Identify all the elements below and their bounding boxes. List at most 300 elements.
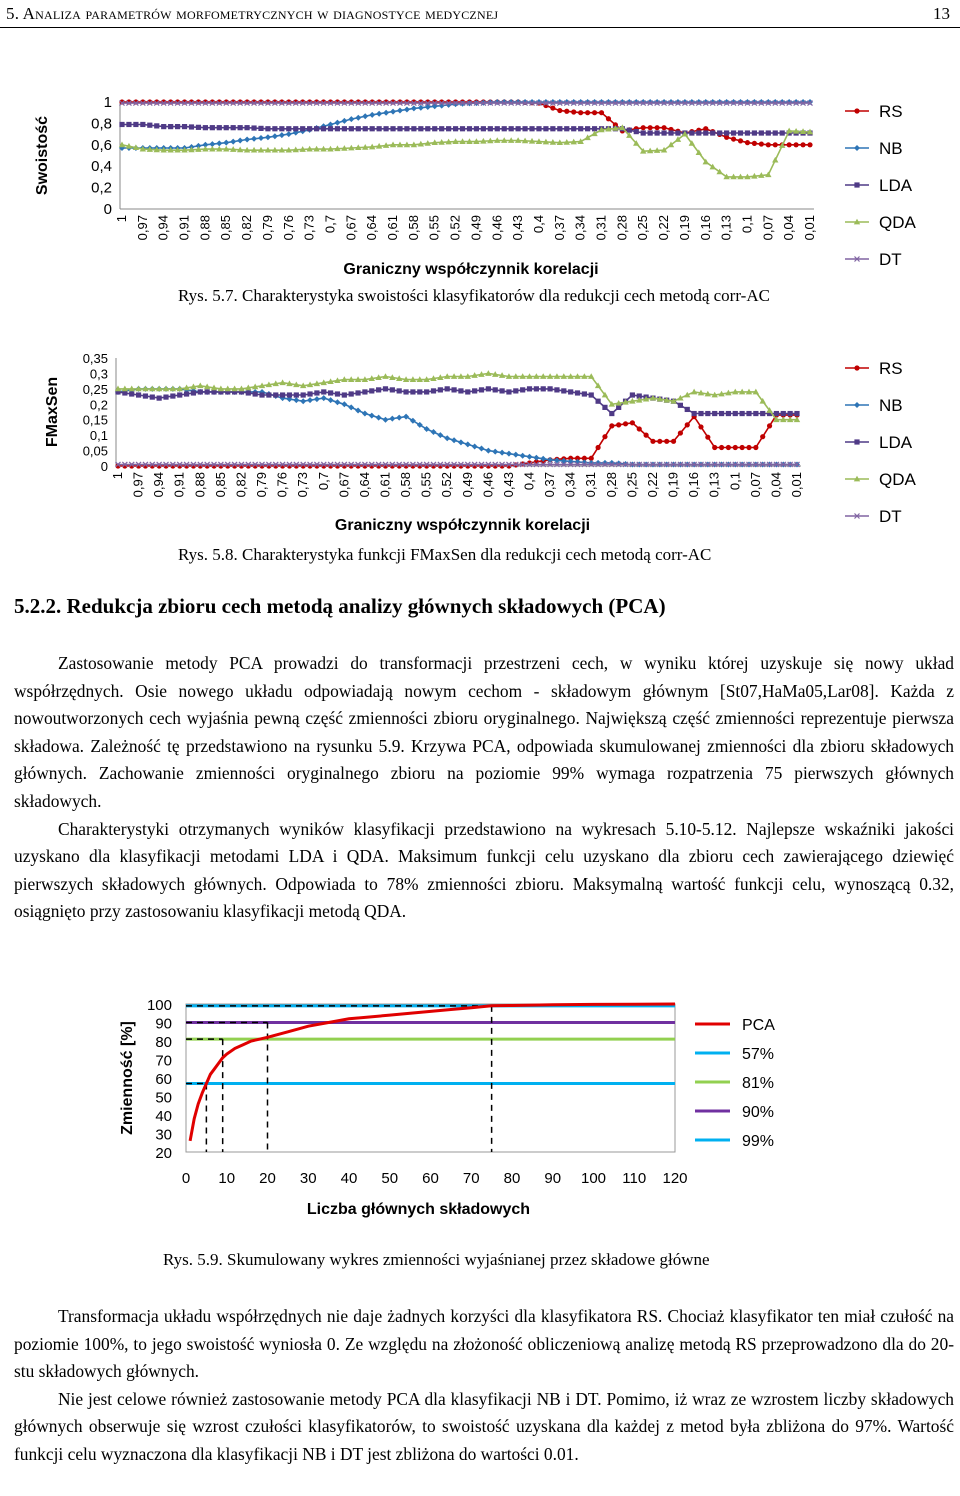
marker-lda	[675, 130, 680, 135]
marker-lda	[571, 126, 576, 131]
marker-rs	[787, 142, 792, 147]
marker-nb	[341, 401, 347, 407]
marker-lda	[362, 389, 367, 394]
marker-lda	[495, 126, 500, 131]
x-tick-label: 0,19	[676, 215, 692, 241]
marker-lda	[516, 126, 521, 131]
marker-nb	[527, 454, 533, 460]
marker-lda	[738, 130, 743, 135]
marker-lda	[854, 439, 859, 444]
paragraph: Nie jest celowe również zastosowanie metody PCA dla klasyfikacji NB i DT. Pomimo, iż wraz ze wzrostem liczby składowych głównych obserwuje się wzrost czułości klasyfikatorów, to swoistość uzyskana dla każdej z metod była zbliżona do 97%. Wartość funkcji celu wyznaczona dla klasyfikacji NB i DT jest zbliżona do wartości 0.01.	[14, 1388, 954, 1464]
legend-item-dt	[845, 507, 902, 526]
x-tick-label: 0,34	[572, 215, 588, 241]
marker-lda	[126, 122, 131, 127]
x-tick-label: 0,73	[295, 472, 311, 498]
marker-lda	[294, 392, 299, 397]
marker-lda	[301, 392, 306, 397]
specificity-chart	[0, 80, 960, 300]
marker-nb	[465, 441, 471, 447]
marker-lda	[154, 123, 159, 128]
marker-nb	[619, 99, 625, 105]
marker-rs	[740, 445, 745, 450]
legend-item-lda	[845, 433, 913, 452]
marker-rs	[712, 445, 717, 450]
legend-label: LDA	[879, 176, 913, 195]
marker-lda	[133, 122, 138, 127]
marker-qda	[197, 382, 203, 388]
marker-lda	[726, 411, 731, 416]
x-tick-label: 100	[580, 1170, 607, 1187]
y-tick-label: 50	[155, 1089, 172, 1107]
marker-lda	[527, 386, 532, 391]
x-tick-label: 0,04	[768, 472, 784, 498]
x-tick-label: 0,52	[439, 472, 455, 498]
x-tick-label: 0,49	[468, 215, 484, 241]
y-tick-label: 0,2	[91, 179, 112, 197]
marker-lda	[404, 126, 409, 131]
x-tick-label: 0,82	[233, 472, 249, 498]
marker-rs	[753, 445, 758, 450]
paragraph: Zastosowanie metody PCA prowadzi do transformacji przestrzeni cech, w wyniku której uzyskuje się nowy układ współrzędnych. Osie nowego układu odpowiadają nowym cechom - składowym głównym [St07,HaMa05,Lar08]. Każda z nowoutworzonych cech wyjaśnia pewną część zmienności zbioru oryginalnego. Największą część zmienności reprezentuje pierwsza składowa. Zależność tę przedstawiono na rysunku 5.9. Krzywa PCA, odpowiada skumulowanej zmienności dla zbioru składowych głównych. Zachowanie zmienności oryginalnego zbioru na poziomie 99% wymaga rozpatrzenia 75 pierwszych głównych składowych.	[14, 653, 954, 811]
marker-lda	[418, 126, 423, 131]
x-tick-label: 0,1	[739, 215, 755, 234]
marker-lda	[445, 386, 450, 391]
marker-lda	[273, 392, 278, 397]
x-tick-label: 0,67	[343, 215, 359, 241]
marker-nb	[654, 99, 660, 105]
x-tick-label: 0,88	[192, 472, 208, 498]
x-tick-label: 0,04	[781, 215, 797, 241]
x-tick-label: 0,55	[418, 472, 434, 498]
marker-lda	[356, 126, 361, 131]
marker-nb	[605, 99, 611, 105]
marker-nb	[854, 402, 860, 408]
legend-label: NB	[879, 396, 903, 415]
y-tick-label: 0,2	[89, 397, 108, 413]
marker-lda	[753, 411, 758, 416]
marker-nb	[744, 99, 750, 105]
marker-rs	[726, 445, 731, 450]
legend-item-57pct	[695, 1046, 774, 1063]
marker-lda	[668, 130, 673, 135]
x-axis-title: Liczba głównych składowych	[306, 1201, 531, 1218]
marker-nb	[513, 452, 519, 458]
x-tick-label: 0,91	[176, 215, 192, 241]
y-tick-label: 0	[100, 459, 108, 474]
marker-lda	[397, 388, 402, 393]
page-number: 13	[933, 4, 950, 23]
marker-rs	[733, 445, 738, 450]
legend-label: QDA	[879, 470, 916, 489]
marker-nb	[444, 435, 450, 441]
marker-lda	[596, 399, 601, 404]
x-tick-label: 0,13	[718, 215, 734, 241]
x-tick-label: 0,85	[218, 215, 234, 241]
marker-nb	[703, 99, 709, 105]
marker-lda	[692, 411, 697, 416]
marker-lda	[520, 387, 525, 392]
marker-lda	[550, 126, 555, 131]
marker-nb	[807, 99, 813, 105]
marker-lda	[355, 390, 360, 395]
marker-nb	[334, 120, 340, 126]
y-tick-label: 100	[146, 997, 172, 1014]
marker-lda	[377, 126, 382, 131]
x-tick-label: 0,82	[239, 215, 255, 241]
marker-nb	[793, 99, 799, 105]
marker-rs	[759, 141, 764, 146]
marker-nb	[396, 415, 402, 421]
marker-nb	[376, 111, 382, 117]
marker-lda	[432, 126, 437, 131]
x-tick-label: 0,97	[134, 215, 150, 241]
y-tick-label: 70	[155, 1052, 172, 1070]
x-tick-label: 0,79	[259, 215, 275, 241]
marker-lda	[150, 394, 155, 399]
marker-nb	[397, 108, 403, 114]
marker-nb	[682, 99, 688, 105]
marker-lda	[717, 130, 722, 135]
marker-rs	[671, 439, 676, 444]
marker-nb	[564, 99, 570, 105]
x-tick-label: 0,7	[315, 472, 331, 491]
marker-lda	[383, 386, 388, 391]
marker-lda	[287, 392, 292, 397]
x-tick-label: 0,1	[727, 472, 743, 491]
marker-lda	[746, 411, 751, 416]
marker-lda	[582, 391, 587, 396]
x-tick-label: 0,76	[280, 215, 296, 241]
series-lda	[119, 122, 812, 136]
x-tick-label: 0,91	[171, 472, 187, 498]
marker-lda	[602, 405, 607, 410]
legend-item-rs	[845, 102, 903, 121]
y-tick-label: 40	[155, 1108, 172, 1125]
marker-lda	[547, 386, 552, 391]
marker-nb	[578, 99, 584, 105]
legend-item-dt	[845, 250, 902, 269]
marker-lda	[745, 130, 750, 135]
marker-rs	[752, 141, 757, 146]
x-tick-label: 10	[218, 1170, 236, 1187]
marker-rs	[609, 423, 614, 428]
marker-lda	[163, 394, 168, 399]
legend-label: LDA	[879, 433, 913, 452]
y-tick-label: 0,25	[82, 381, 108, 397]
marker-nb	[508, 99, 514, 105]
x-tick-label: 0,61	[385, 215, 401, 241]
x-tick-label: 0,94	[151, 472, 167, 498]
marker-lda	[286, 126, 291, 131]
marker-rs	[616, 422, 621, 427]
x-tick-label: 40	[340, 1170, 358, 1187]
marker-lda	[794, 411, 799, 416]
marker-nb	[492, 449, 498, 455]
y-tick-label: 1	[103, 94, 112, 111]
marker-lda	[458, 388, 463, 393]
marker-nb	[626, 99, 632, 105]
marker-lda	[168, 124, 173, 129]
x-tick-label: 0,4	[521, 472, 537, 491]
marker-rs	[648, 125, 653, 130]
marker-lda	[349, 126, 354, 131]
marker-lda	[731, 130, 736, 135]
legend-label: RS	[879, 102, 903, 121]
marker-nb	[376, 415, 382, 421]
x-tick-label: 0,25	[635, 215, 651, 241]
y-tick-label: 90	[155, 1015, 172, 1033]
marker-lda	[759, 130, 764, 135]
marker-lda	[425, 126, 430, 131]
marker-lda	[781, 411, 786, 416]
marker-lda	[300, 126, 305, 131]
marker-nb	[369, 413, 375, 419]
marker-nb	[286, 131, 292, 137]
marker-lda	[363, 126, 368, 131]
marker-lda	[534, 386, 539, 391]
marker-nb	[533, 455, 539, 461]
marker-lda	[175, 124, 180, 129]
marker-lda	[390, 387, 395, 392]
x-tick-label: 110	[622, 1170, 647, 1187]
marker-nb	[404, 106, 410, 112]
x-tick-label: 0,76	[274, 472, 290, 498]
marker-lda	[439, 126, 444, 131]
legend-label: 57%	[742, 1046, 775, 1063]
marker-rs	[767, 423, 772, 428]
marker-lda	[307, 391, 312, 396]
marker-lda	[224, 125, 229, 130]
marker-lda	[438, 387, 443, 392]
marker-rs	[599, 110, 604, 115]
marker-lda	[766, 130, 771, 135]
marker-nb	[272, 133, 278, 139]
marker-nb	[689, 99, 695, 105]
marker-lda	[554, 387, 559, 392]
marker-lda	[390, 126, 395, 131]
y-tick-label: 0,1	[89, 428, 108, 444]
marker-lda	[431, 388, 436, 393]
marker-lda	[335, 391, 340, 396]
marker-rs	[606, 116, 611, 121]
marker-lda	[460, 126, 465, 131]
marker-nb	[786, 99, 792, 105]
marker-rs	[655, 125, 660, 130]
marker-nb	[382, 417, 388, 423]
marker-nb	[216, 140, 222, 146]
marker-lda	[417, 389, 422, 394]
legend-item-nb	[845, 396, 903, 415]
figure-caption-5-9: Rys. 5.9. Skumulowany wykres zmienności wyjaśnianej przez składowe główne	[163, 1250, 710, 1269]
marker-rs	[773, 142, 778, 147]
x-tick-label: 0,64	[356, 472, 372, 498]
marker-rs	[705, 435, 710, 440]
marker-lda	[634, 129, 639, 134]
marker-lda	[253, 391, 258, 396]
x-tick-label: 0,07	[760, 215, 776, 241]
x-tick-label: 0,55	[426, 215, 442, 241]
marker-rs	[550, 105, 555, 110]
marker-lda	[272, 126, 277, 131]
marker-nb	[348, 116, 354, 122]
x-tick-label: 70	[462, 1170, 480, 1187]
marker-lda	[403, 389, 408, 394]
marker-lda	[568, 389, 573, 394]
marker-rs	[557, 108, 562, 113]
legend-label: 90%	[742, 1104, 775, 1121]
marker-lda	[760, 411, 765, 416]
marker-lda	[244, 125, 249, 130]
x-tick-label: 0,34	[562, 472, 578, 498]
marker-lda	[486, 386, 491, 391]
marker-nb	[647, 99, 653, 105]
marker-lda	[655, 130, 660, 135]
y-tick-label: 0,35	[82, 351, 108, 366]
marker-rs	[602, 434, 607, 439]
x-tick-label: 0,88	[197, 215, 213, 241]
x-tick-label: 0,4	[530, 215, 546, 234]
marker-lda	[265, 126, 270, 131]
marker-lda	[522, 126, 527, 131]
marker-nb	[355, 115, 361, 121]
marker-nb	[592, 99, 598, 105]
marker-rs	[571, 109, 576, 114]
marker-lda	[541, 386, 546, 391]
marker-lda	[335, 126, 340, 131]
marker-lda	[472, 388, 477, 393]
marker-lda	[170, 393, 175, 398]
marker-lda	[196, 125, 201, 130]
marker-rs	[623, 421, 628, 426]
series-line	[122, 102, 810, 145]
series-rs	[119, 99, 812, 147]
x-tick-label: 0,67	[336, 472, 352, 498]
x-tick-label: 1	[110, 472, 125, 480]
marker-lda	[259, 392, 264, 397]
x-tick-label: 0,16	[697, 215, 713, 241]
marker-rs	[661, 125, 666, 130]
marker-rs	[746, 445, 751, 450]
marker-nb	[389, 416, 395, 422]
x-tick-label: 0,94	[155, 215, 171, 241]
paragraph: Charakterystyki otrzymanych wyników klasyfikacji przedstawiono na wykresach 5.10-5.12. Najlepsze wskaźniki jakości uzyskano dla klasyfikacji metodami LDA i QDA. Maksimum funkcji celu uzyskano dla zbioru cech zawierającego dziewięć pierwszych składowych głównych. Odpowiada to 78% zmienności zbioru. Maksymalną wartość funkcji celu, wynoszącą 0.32, osiągnięto przy zastosowaniu klasyfikacji metodą QDA.	[14, 818, 954, 922]
marker-nb	[557, 99, 563, 105]
marker-rs	[596, 445, 601, 450]
marker-lda	[733, 411, 738, 416]
marker-lda	[191, 390, 196, 395]
marker-lda	[143, 393, 148, 398]
marker-lda	[773, 130, 778, 135]
marker-rs	[731, 136, 736, 141]
x-tick-label: 0,43	[510, 215, 526, 241]
marker-lda	[383, 126, 388, 131]
marker-nb	[724, 99, 730, 105]
x-tick-label: 0,64	[364, 215, 380, 241]
marker-nb	[307, 397, 313, 403]
marker-nb	[571, 99, 577, 105]
marker-lda	[342, 392, 347, 397]
marker-rs	[760, 434, 765, 439]
marker-lda	[502, 126, 507, 131]
marker-lda	[231, 125, 236, 130]
marker-nb	[411, 105, 417, 111]
x-tick-label: 0,31	[593, 215, 609, 241]
marker-lda	[182, 124, 187, 129]
marker-lda	[411, 126, 416, 131]
marker-lda	[493, 387, 498, 392]
marker-rs	[738, 138, 743, 143]
marker-nb	[501, 99, 507, 105]
marker-lda	[370, 126, 375, 131]
x-tick-label: 0,07	[747, 472, 763, 498]
marker-nb	[675, 99, 681, 105]
marker-nb	[279, 132, 285, 138]
cumulative-variance-chart	[0, 990, 960, 1230]
x-tick-label: 30	[299, 1170, 317, 1187]
marker-lda	[376, 387, 381, 392]
marker-rs	[641, 125, 646, 130]
series-nb	[115, 386, 800, 468]
x-tick-label: 0,49	[459, 472, 475, 498]
marker-lda	[328, 390, 333, 395]
y-tick-label: 80	[155, 1034, 172, 1051]
marker-nb	[355, 407, 361, 413]
marker-rs	[719, 445, 724, 450]
marker-nb	[432, 103, 438, 109]
marker-rs	[678, 430, 683, 435]
marker-lda	[203, 125, 208, 130]
marker-nb	[265, 134, 271, 140]
marker-lda	[147, 123, 152, 128]
marker-nb	[293, 397, 299, 403]
marker-lda	[499, 388, 504, 393]
marker-nb	[668, 99, 674, 105]
marker-nb	[499, 450, 505, 456]
figure-caption-5-7: Rys. 5.7. Charakterystyka swoistości klasyfikatorów dla redukcji cech metodą corr-AC	[178, 286, 770, 305]
x-tick-label: 0,28	[614, 215, 630, 241]
marker-lda	[488, 126, 493, 131]
marker-nb	[854, 145, 860, 151]
marker-lda	[217, 125, 222, 130]
x-axis-title: Graniczny współczynnik korelacji	[334, 517, 591, 534]
marker-rs	[807, 142, 812, 147]
x-tick-label: 60	[422, 1170, 439, 1187]
marker-rs	[657, 439, 662, 444]
marker-nb	[430, 429, 436, 435]
y-tick-label: 30	[155, 1126, 172, 1144]
marker-rs	[800, 142, 805, 147]
x-tick-label: 0,22	[656, 215, 672, 241]
legend-label: NB	[879, 139, 903, 158]
marker-nb	[334, 399, 340, 405]
marker-lda	[543, 126, 548, 131]
marker-nb	[390, 109, 396, 115]
marker-lda	[685, 407, 690, 412]
marker-nb	[612, 99, 618, 105]
marker-lda	[712, 411, 717, 416]
marker-lda	[177, 392, 182, 397]
x-tick-label: 0,61	[377, 472, 393, 498]
x-tick-label: 0,28	[603, 472, 619, 498]
marker-nb	[314, 396, 320, 402]
marker-nb	[640, 99, 646, 105]
marker-nb	[451, 437, 457, 443]
marker-nb	[321, 395, 327, 401]
marker-lda	[451, 387, 456, 392]
x-tick-label: 0,52	[447, 215, 463, 241]
marker-qda	[772, 157, 778, 163]
x-tick-label: 0,37	[542, 472, 558, 498]
